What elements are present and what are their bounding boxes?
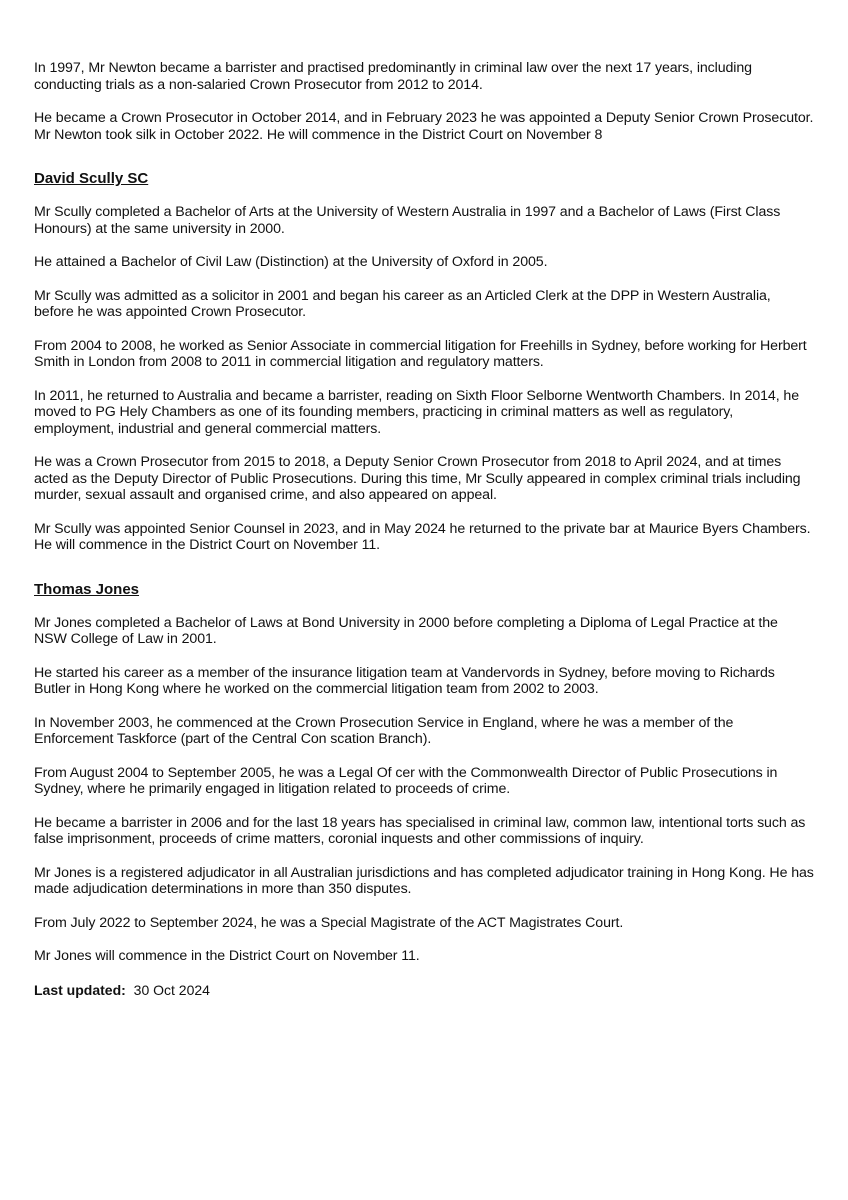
- document-page: [34, 60, 814, 999]
- jones-paragraph-2: He started his career as a member of the insurance litigation team at Vandervords in Sydney, before moving to Richards Butler in Hong Kong where he worked on the commercial litigation team from 2002 to 2003.: [34, 664, 775, 697]
- scully-paragraph-7: Mr Scully was appointed Senior Counsel in 2023, and in May 2024 he returned to the private bar at Maurice Byers Chambers. He will commence in the District Court on November 11.: [34, 520, 811, 553]
- last-updated-date: 30 Oct 2024: [133, 981, 210, 998]
- scully-heading: David Scully SC: [34, 170, 149, 187]
- jones-paragraph-4: From August 2004 to September 2005, he was a Legal Of cer with the Commonwealth Director of Public Prosecutions in Sydney, where he primarily engaged in litigation related to proceeds of crime.: [34, 764, 778, 797]
- scully-paragraph-2: He attained a Bachelor of Civil Law (Distinction) at the University of Oxford in 2005.: [34, 254, 548, 270]
- jones-paragraph-7: From July 2022 to September 2024, he was a Special Magistrate of the ACT Magistrates Court.: [34, 914, 624, 931]
- newton-paragraph-2: He became a Crown Prosecutor in October 2014, and in February 2023 he was appointed a Deputy Senior Crown Prosecutor. Mr Newton took silk in October 2022. He will commence in the District Court on November 8: [34, 110, 814, 143]
- jones-paragraph-8: Mr Jones will commence in the District Court on November 11.: [34, 948, 420, 964]
- scully-paragraph-6: He was a Crown Prosecutor from 2015 to 2018, a Deputy Senior Crown Prosecutor from 2018 to April 2024, and at times acted as the Deputy Director of Public Prosecutions. During this time, Mr Scully appeared in complex criminal trials including murder, sexual assault and organised crime, and also appeared on appeal.: [34, 454, 801, 503]
- jones-paragraph-5: He became a barrister in 2006 and for the last 18 years has specialised in criminal law, common law, intentional torts such as false imprisonment, proceeds of crime matters, coronial inquests and other commissions of inquiry.: [34, 814, 806, 847]
- scully-paragraph-3: Mr Scully was admitted as a solicitor in 2001 and began his career as an Articled Clerk at the DPP in Western Australia, before he was appointed Crown Prosecutor.: [34, 287, 771, 320]
- scully-paragraph-1: Mr Scully completed a Bachelor of Arts at the University of Western Australia in 1997 and a Bachelor of Laws (First Class Honours) at the same university in 2000.: [34, 204, 781, 237]
- jones-heading: Thomas Jones: [34, 580, 140, 598]
- jones-paragraph-3: In November 2003, he commenced at the Crown Prosecution Service in England, where he was a member of the Enforcement Taskforce (part of the Central Con scation Branch).: [34, 714, 734, 747]
- scully-paragraph-4: From 2004 to 2008, he worked as Senior Associate in commercial litigation for Freehills in Sydney, before working for Herbert Smith in London from 2008 to 2011 in commercial litigation and regulatory matters.: [34, 337, 807, 370]
- newton-paragraph-1: In 1997, Mr Newton became a barrister and practised predominantly in criminal law over the next 17 years, including conducting trials as a non-salaried Crown Prosecutor from 2012 to 2014.: [34, 60, 752, 93]
- last-updated: [34, 982, 814, 999]
- scully-paragraph-5: In 2011, he returned to Australia and became a barrister, reading on Sixth Floor Selborne Wentworth Chambers. In 2014, he moved to PG Hely Chambers as one of its founding members, practicing in criminal matters as well as regulatory, employment, industrial and general commercial matters.: [34, 387, 799, 437]
- jones-paragraph-1: Mr Jones completed a Bachelor of Laws at Bond University in 2000 before completing a Diploma of Legal Practice at the NSW College of Law in 2001.: [34, 614, 778, 647]
- jones-paragraph-6: Mr Jones is a registered adjudicator in all Australian jurisdictions and has completed adjudicator training in Hong Kong. He has made adjudication determinations in more than 350 disputes.: [34, 864, 814, 897]
- last-updated-label: Last updated:: [34, 981, 126, 998]
